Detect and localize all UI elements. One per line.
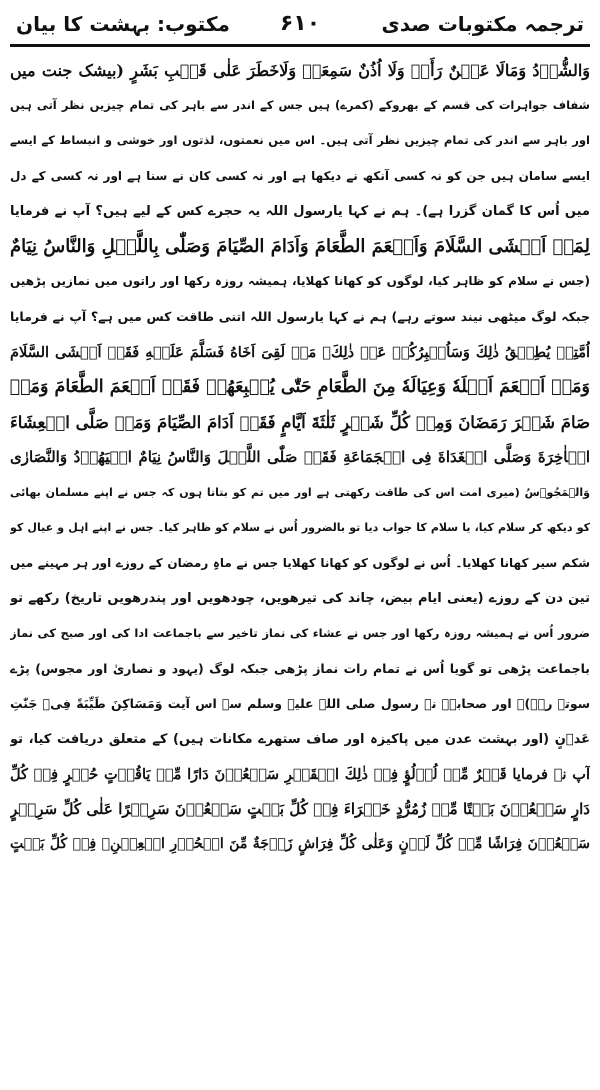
text-line: عَدۡنٍ (اور بہشت عدن میں پاکیزہ اور صاف ستھرے مکانات ہیں) کے متعلق دریافت کیا، تو [10,731,590,747]
text-line: اور باہر سے اندر کی تمام چیزیں نظر آتی ہیں۔ اس میں نعمتوں، لذتوں اور خوشی و انبساط کے ایسے [10,133,590,148]
text-line: لِمَنۡ اَفۡشَی السَّلَامَ وَاَطۡعَمَ الطَّعَامَ وَاَدَامَ الصِّیَامَ وَصَلّٰی بِاللَّیۡلِ وَالنَّاسُ نِیَامٌ [10,235,590,257]
text-line: وَمَنۡ اَطۡعَمَ اَهۡلَهٗ وَعِیَالَهٗ مِنَ الطَّعَامِ حَتّٰی یُشۡبِعَهُمۡ فَقَدۡ اَطۡعَمَ الطَّعَامَ وَمَنۡ [10,376,590,397]
text-line: سَبۡعُوۡنَ فِرَاشًا مِّنۡ كُلِّ لَوۡنٍ وَعَلٰی كُلِّ فِرَاشٍ زَوۡجَةٌ مِّنَ الۡحُوۡرِ الۡعِیۡنِ۔ فِیۡ كُلِّ بَیۡتٍ [10,836,590,853]
text-line: تین دن کے روزے (یعنی ایام بیض، چاند کی تیرھویں، چودھویں اور پندرھویں تاریخ) رکھے تو [10,590,590,606]
text-body [10,53,590,862]
text-line: جبکہ لوگ میٹھی نیند سوتے رہے) ہم نے کہا یارسول اللہ اتنی طاقت کس میں ہے؟ آپ نے فرمایا [10,309,590,325]
page-number: ۶۱۰ [279,11,321,36]
text-line: کو دیکھ کر سلام کیا، یا سلام کا جواب دیا تو بالضرور اُس نے سلام کو ظاہر کیا۔ جس نے اپنے اہل و عیال کو [10,521,590,535]
text-line: وَالۡمَجُوۡسُ (میری امت اس کی طاقت رکھتی ہے اور میں تم کو بتاتا ہوں کہ جس نے اپنے مسلمان بھائی [10,486,590,500]
text-line: ضرور اُس نے ہمیشہ روزہ رکھا اور جس نے عشاء کی نماز تاخیر سے باجماعت ادا کی اور صبح کی نماز [10,626,590,640]
header-rule [10,44,590,47]
text-line: میں اُس کا گمان گزرا ہے)۔ ہم نے کہا یارسول اللہ یہ حجرے کس کے لیے ہیں؟ آپ نے فرمایا [10,203,590,219]
letter-title: مکتوب: بہشت کا بیان [16,12,230,36]
text-line: شفاف جواہرات کی قسم کے بھروکے (کمرے) ہیں جس کے اندر سے باہر کی تمام چیزیں نظر آتی ہیں [10,98,590,113]
text-line: صَامَ شَهۡرَ رَمَضَانَ وَمِنۡ كُلِّ شَهۡرٍ ثَلٰثَةَ اَیَّامٍ فَقَدۡ اَدَامَ الصِّیَامَ وَمَنۡ صَلَّی الۡعِشَاءَ [10,412,590,432]
text-line: ایسے سامان ہیں جن کو نہ کسی آنکھ نے دیکھا ہے اور نہ کسی کان نے سنا ہے اور نہ کسی کے دل [10,168,590,183]
text-line: دَارٍ سَبۡعُوۡنَ بَیۡتًا مِّنۡ زُمُرُّدٍ خَضۡرَاءَ فِیۡ كُلِّ بَیۡتٍ سَبۡعُوۡنَ سَرِیۡرًا عَلٰی كُلِّ سَرِیۡرٍ [10,799,590,818]
text-line: (جس نے سلام کو ظاہر کیا، لوگوں کو کھانا کھلایا، ہمیشہ روزہ رکھا اور راتوں میں نمازیں پڑھیں [10,274,590,289]
text-line: سوتے رہے)۔ اور صحابہؓ نے رسول صلی اللہ علیہ وسلم سے اس آیت وَمَسَاكِنَ طَیِّبَةً فِیۡ جَنّٰتِ [10,696,590,712]
page-header [10,6,590,42]
text-line: شکم سیر کھانا کھلایا۔ اُس نے لوگوں کو کھانا کھلایا جس نے ماہِ رمضان کے روزے اور ہر مہینے میں [10,555,590,570]
text-line: اُمَّتِیۡ یُطِیۡقُ ذٰلِكَ وَسَاُخۡبِرُكُمۡ عَنۡ ذٰلِكَ۔ مَنۡ لَقِیَ اَخَاهُ فَسَلَّمَ عَلَیۡهِ فَقَدۡ اَفۡشَی السَّلَامَ [10,343,590,361]
text-line: باجماعت پڑھی تو گویا اُس نے تمام رات نماز پڑھی جبکہ لوگ (یہود و نصاریٰ اور مجوس) پڑے [10,661,590,677]
book-title: ترجمہ مکتوبات صدی [381,12,584,36]
text-line: وَالشُّوۡدُ وَمَالَا عَیۡنٌ رَأَتۡ وَلَا اُذُنٌ سَمِعَتۡ وَلَاخَطَرَ عَلٰی قَلۡبِ بَشَرٍ (بیشک جنت میں [10,61,590,80]
text-line: الۡاٰخِرَةَ وَصَلَّی الۡغَدَاةَ فِی الۡجَمَاعَةِ فَقَدۡ صَلّٰی اللَّیۡلَ وَالنَّاسُ نِیَامٌ الۡیَهُوۡدُ وَالنَّصَارٰی [10,448,590,467]
text-line: آپ نے فرمایا قَصۡرٌ مِّنۡ لُؤۡلُؤٍ فِیۡ ذٰلِكَ الۡقَصۡرِ سَبۡعُوۡنَ دَارًا مِّنۡ یَاقُوۡتٍ حُمۡرٍ فِیۡ كُلِّ [10,765,590,783]
